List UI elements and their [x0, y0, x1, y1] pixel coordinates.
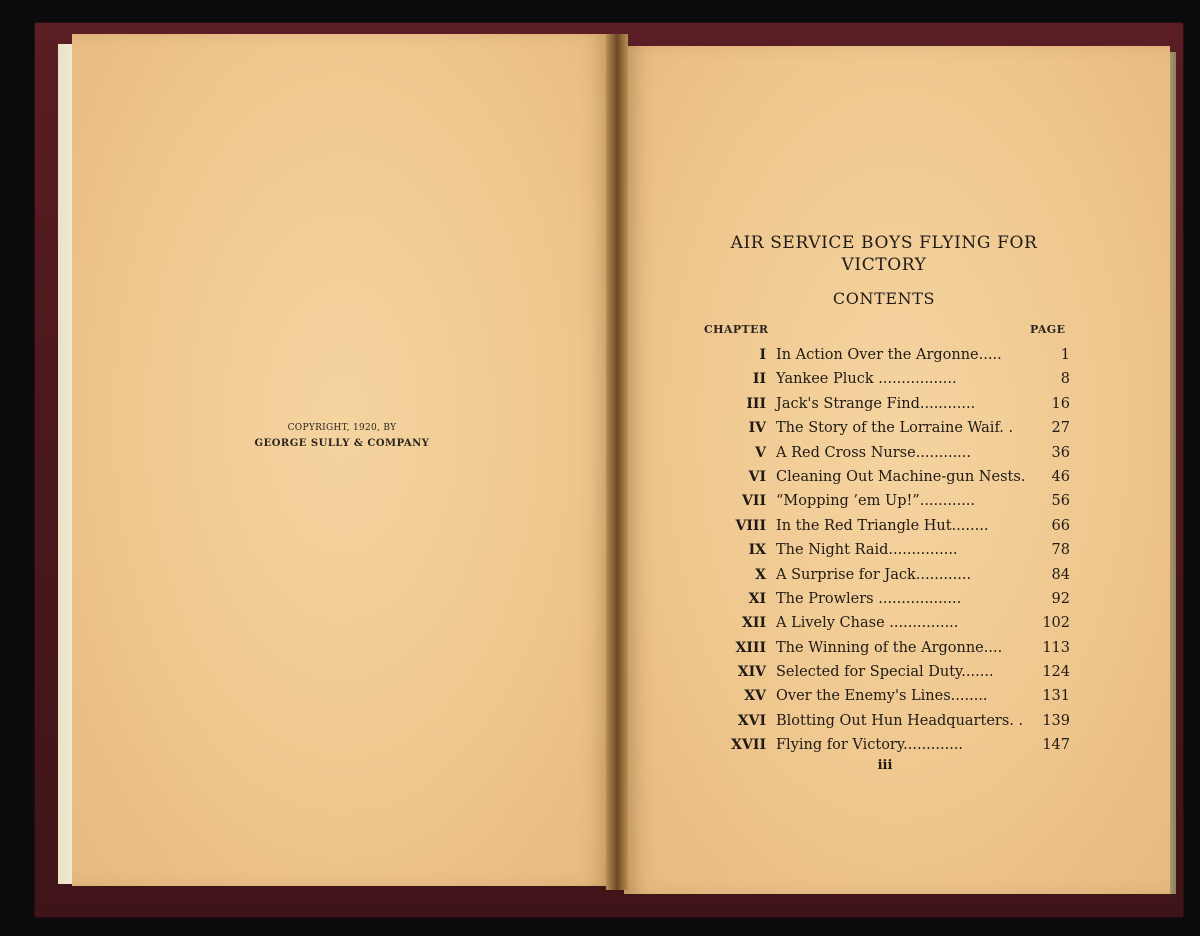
- chapter-title: The Prowlers ..................: [776, 590, 962, 607]
- chapter-page-number: 1: [1060, 347, 1070, 363]
- chapter-number: IV: [748, 420, 766, 437]
- toc-entry: [700, 684, 1072, 708]
- toc-entry: [700, 563, 1072, 587]
- toc-entry: [700, 611, 1072, 635]
- chapter-page-number: 56: [1051, 493, 1070, 510]
- chapter-number: XIV: [737, 664, 766, 681]
- toc-entry: [700, 441, 1072, 465]
- chapter-title: The Story of the Lorraine Waif. .: [776, 420, 1014, 437]
- book-gutter: [606, 34, 628, 890]
- chapter-number: III: [746, 395, 766, 412]
- chapter-number: XVII: [731, 737, 766, 754]
- copyright-line: COPYRIGHT, 1920, BY: [287, 423, 397, 433]
- chapter-title: “Mopping ’em Up!”............: [776, 493, 976, 510]
- chapter-page-number: 84: [1051, 566, 1070, 583]
- chapter-number: IX: [748, 542, 766, 559]
- left-page: [72, 34, 612, 886]
- toc-entry: [700, 465, 1072, 489]
- chapter-title: Over the Enemy's Lines........: [776, 688, 988, 705]
- chapter-title: A Red Cross Nurse............: [776, 444, 972, 461]
- chapter-page-number: 78: [1051, 542, 1070, 559]
- chapter-page-number: 124: [1042, 664, 1070, 681]
- chapter-title: A Lively Chase ...............: [776, 615, 959, 632]
- page-folio: iii: [877, 758, 893, 773]
- toc-entry: [700, 416, 1072, 440]
- chapter-page-number: 147: [1042, 737, 1070, 754]
- chapter-number: XIII: [735, 639, 766, 656]
- chapter-page-number: 27: [1051, 420, 1070, 437]
- chapter-page-number: 66: [1051, 517, 1070, 534]
- chapter-number: X: [755, 566, 766, 583]
- chapter-page-number: 131: [1042, 688, 1070, 705]
- chapter-page-number: 36: [1051, 444, 1070, 461]
- chapter-title: Flying for Victory.............: [776, 737, 964, 754]
- chapter-title: Selected for Special Duty.......: [776, 664, 994, 681]
- page-column-label: PAGE: [1030, 323, 1066, 336]
- chapter-page-number: 113: [1042, 639, 1070, 656]
- toc-entry: [700, 733, 1072, 757]
- chapter-title: Blotting Out Hun Headquarters. .: [776, 712, 1024, 729]
- chapter-page-number: 16: [1051, 395, 1070, 412]
- chapter-number: XII: [742, 615, 766, 632]
- chapter-number: XI: [748, 590, 766, 607]
- chapter-title: Yankee Pluck .................: [776, 371, 957, 388]
- chapter-number: VII: [742, 493, 766, 510]
- chapter-title: The Winning of the Argonne....: [776, 639, 1003, 656]
- table-of-contents: [700, 343, 1072, 758]
- chapter-number: V: [755, 444, 766, 461]
- book-title-line-1: AIR SERVICE BOYS FLYING FOR: [730, 233, 1038, 253]
- toc-entry: [700, 587, 1072, 611]
- chapter-title: A Surprise for Jack............: [776, 566, 972, 583]
- toc-entry: [700, 660, 1072, 684]
- contents-heading: CONTENTS: [832, 289, 936, 308]
- toc-entry: [700, 392, 1072, 416]
- book-title: [700, 232, 1068, 276]
- chapter-title: In the Red Triangle Hut........: [776, 517, 989, 534]
- chapter-number: XV: [744, 688, 766, 705]
- chapter-title: The Night Raid...............: [776, 542, 958, 559]
- toc-entry: [700, 489, 1072, 513]
- copyright-notice: [242, 420, 442, 452]
- chapter-page-number: 102: [1042, 615, 1070, 632]
- publisher-name: GEORGE SULLY & COMPANY: [254, 438, 430, 449]
- chapter-page-number: 8: [1060, 371, 1070, 388]
- chapter-number: II: [752, 371, 766, 388]
- toc-entry: [700, 636, 1072, 660]
- chapter-page-number: 46: [1051, 468, 1070, 485]
- chapter-title: In Action Over the Argonne.....: [776, 347, 1002, 363]
- chapter-number: I: [759, 347, 766, 363]
- chapter-page-number: 139: [1042, 712, 1070, 729]
- chapter-column-label: CHAPTER: [704, 323, 769, 336]
- chapter-title: Jack's Strange Find............: [776, 395, 976, 412]
- chapter-title: Cleaning Out Machine-gun Nests.: [776, 468, 1026, 485]
- chapter-number: VI: [748, 468, 766, 485]
- toc-entry: [700, 343, 1072, 367]
- book-title-line-2: VICTORY: [841, 255, 927, 275]
- chapter-page-number: 92: [1051, 590, 1070, 607]
- toc-entry: [700, 514, 1072, 538]
- chapter-number: XVI: [737, 712, 766, 729]
- toc-entry: [700, 709, 1072, 733]
- chapter-number: VIII: [735, 517, 766, 534]
- toc-entry: [700, 367, 1072, 391]
- toc-entry: [700, 538, 1072, 562]
